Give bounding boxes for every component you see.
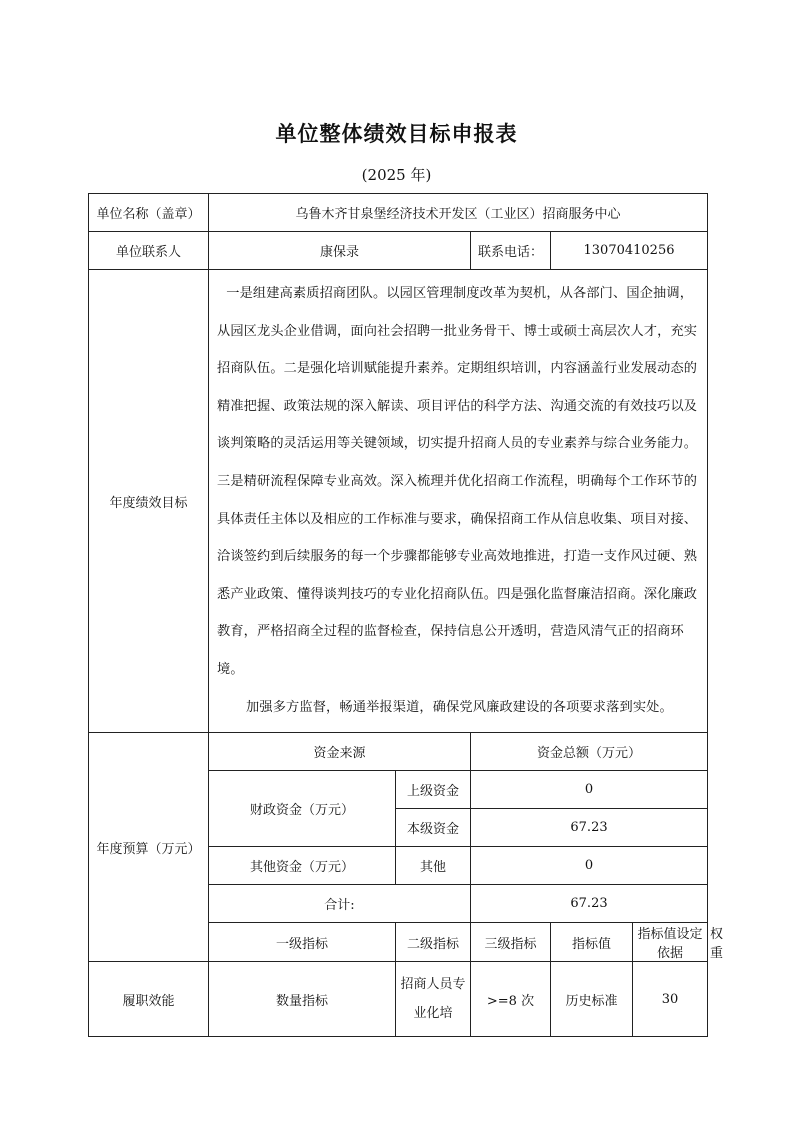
indicator-value: >=8 次 xyxy=(471,962,551,1037)
page-title: 单位整体绩效目标申报表 xyxy=(275,121,518,146)
other-fund-label: 其他资金（万元） xyxy=(209,847,396,885)
annual-goals-text xyxy=(209,270,708,733)
indicator-level1: 履职效能 xyxy=(89,962,209,1037)
goals-paragraph-1: 一是组建高素质招商团队。以园区管理制度改革为契机，从各部门、国企抽调，从园区龙头企业借调，面向社会招聘一批业务骨干、博士或硕士高层次人才，充实招商队伍。二是强化培训赋能提升素养。定期组织培训，内容涵盖行业发展动态的精准把握、政策法规的深入解读、项目评估的科学方法、沟通交流的有效技巧以及谈判策略的灵活运用等关键领域，切实提升招商人员的专业素养与综合业务能力。三是精研流程保障专业高效。深入梳理并优化招商工作流程，明确每个工作环节的具体责任主体以及相应的工作标准与要求，确保招商工作从信息收集、项目对接、洽谈签约到后续服务的每一个步骤都能够专业高效地推进，打造一支作风过硬、熟悉产业政策、懂得谈判技巧的专业化招商队伍。四是强化监督廉洁招商。深化廉政教育，严格招商全过程的监督检查，保持信息公开透明，营造风清气正的招商环境。 xyxy=(217,286,698,677)
sum-label: 合计: xyxy=(209,885,471,923)
header-level1: 一级指标 xyxy=(209,923,396,962)
unit-name-value: 乌鲁木齐甘泉堡经济技术开发区（工业区）招商服务中心 xyxy=(209,194,708,232)
fiscal-fund-label: 财政资金（万元） xyxy=(209,771,396,847)
goals-paragraph-2: 加强多方监督，畅通举报渠道，确保党风廉政建设的各项要求落到实处。 xyxy=(246,699,673,715)
performance-form-table: 单位名称（盖章） 乌鲁木齐甘泉堡经济技术开发区（工业区）招商服务中心 单位联系人 康保录 联系电话： 13070410256 年度绩效目标 一是组建高素质招商团队。以园区管理制度改革为契机，从各部门、国企抽调，从园区龙头企业借调，面向社会招聘一批业务骨干、博士或硕士高层次人才，充实招商队伍。二是强化培训赋能提升素养。定期组织培训，内容涵盖行业发展动态的精准把握、政策法规的深入解读、项目评估的科学方法、沟通交流的有效技巧以及谈判策略的灵活运用等关键领域，切实提升招商人员的专业素养与综合业务能力。三是精研流程保障专业高效。深入梳理并优化招商工作流程，明确每个工作环节的具体责任主体以及相应的工作标准与要求，确保招商工作从信息收集、项目对接、洽谈签约到后续服务的每一个步骤都能够专业高效地推进，打造一支作风过硬、熟悉产业政策、懂得谈判技巧的专业化招商队伍。四是强化监督廉洁招商。深化廉政教育，严格招商全过程的监督检查，保持信息公开透明，营造风清气正的招商环境。 加强多方监督，畅通举报渠道，确保党风廉政建设的各项要求落到实处。 年度预算（万元） 资金来源 资金总额（万元） 财政资金（万元） 上级资金 0 本级资金 67.23 其他资金（万元） 其他 0 合计: 67.23 一级指标 二级指标 三级指标 指标值 指标值设定依据 权重 履职效能 数量指标 招商人员专业化培 >=8 次 历史标准 30 xyxy=(88,193,708,1037)
header-level2: 二级指标 xyxy=(396,923,471,962)
header-level3: 三级指标 xyxy=(471,923,551,962)
header-value: 指标值 xyxy=(551,923,633,962)
fund-source-header: 资金来源 xyxy=(209,733,471,771)
local-fund-label: 本级资金 xyxy=(396,809,471,847)
indicator-level3-cell xyxy=(396,962,471,1037)
phone-label: 联系电话： xyxy=(471,232,551,270)
sum-value: 67.23 xyxy=(471,885,708,923)
indicator-basis: 历史标准 xyxy=(551,962,633,1037)
upper-fund-label: 上级资金 xyxy=(396,771,471,809)
indicator-level2: 数量指标 xyxy=(209,962,396,1037)
contact-value: 康保录 xyxy=(209,232,471,270)
other-fund-value: 0 xyxy=(471,847,708,885)
contact-label: 单位联系人 xyxy=(89,232,209,270)
indicator-level3: 招商人员专业化培 xyxy=(400,977,466,1022)
other-fund-sub-label: 其他 xyxy=(396,847,471,885)
local-fund-value: 67.23 xyxy=(471,809,708,847)
report-year: (2025 年) xyxy=(361,166,432,184)
budget-label: 年度预算（万元） xyxy=(89,733,209,962)
phone-value: 13070410256 xyxy=(551,232,708,270)
header-basis: 指标值设定依据 xyxy=(633,923,708,962)
annual-goals-label: 年度绩效目标 xyxy=(89,270,209,733)
fund-total-header: 资金总额（万元） xyxy=(471,733,708,771)
unit-name-label: 单位名称（盖章） xyxy=(89,194,209,232)
indicator-weight: 30 xyxy=(633,962,708,1037)
upper-fund-value: 0 xyxy=(471,771,708,809)
